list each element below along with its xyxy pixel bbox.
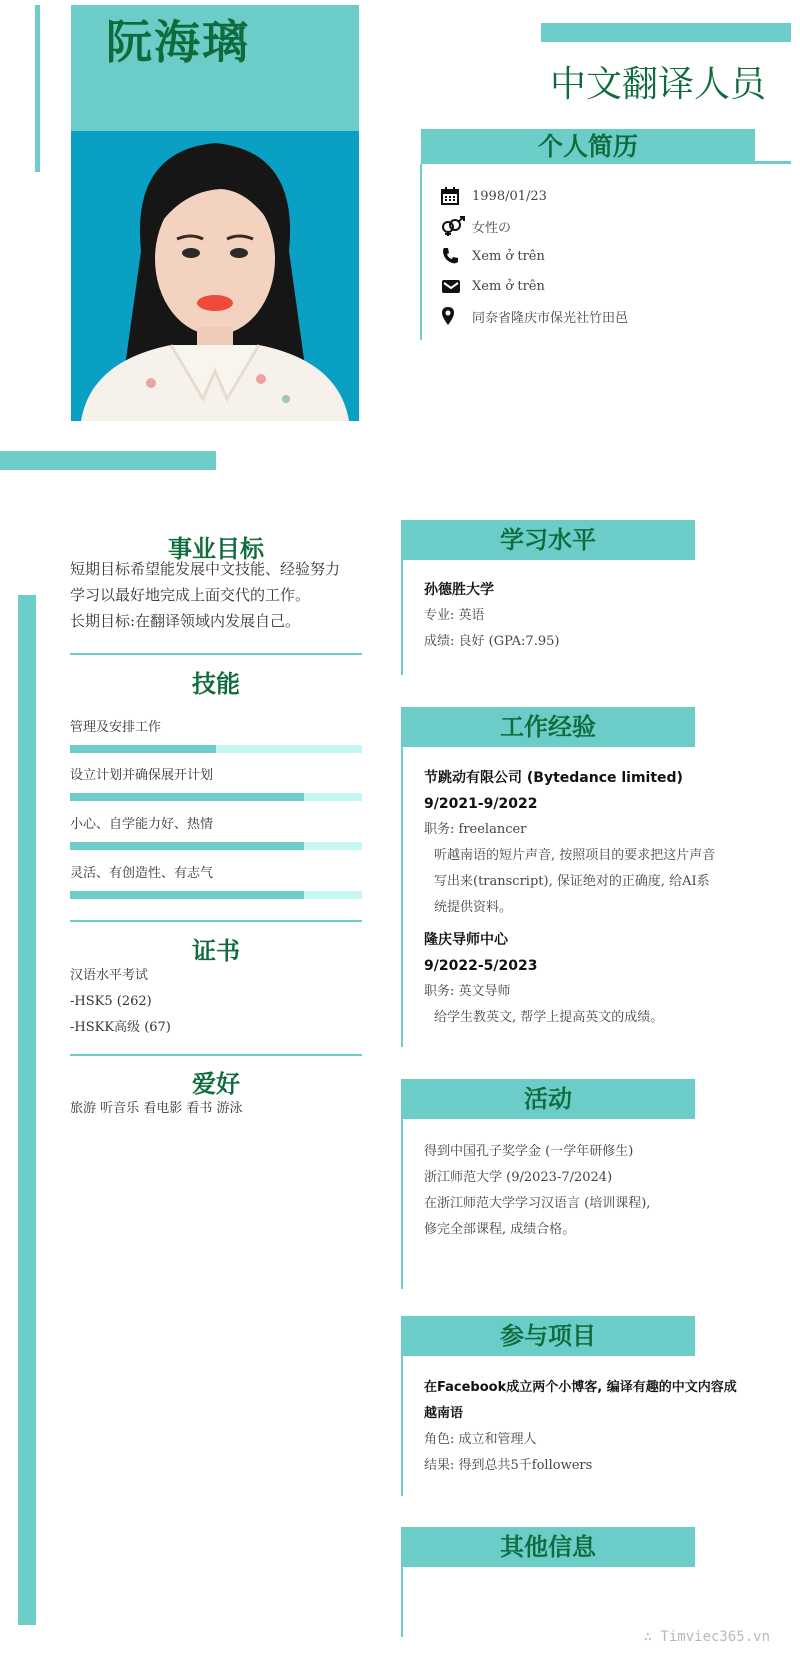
hobbies-heading: 爱好 [192,1070,240,1098]
skill-bar [70,891,362,899]
middle-accent-bar [0,451,216,470]
education-major: 专业: 英语 [424,608,485,623]
objective-line: 长期目标:在翻译领域内发展自己。 [70,612,301,630]
info-row-birthdate [440,185,547,207]
section-line [401,1356,403,1496]
email: Xem ở trên [472,278,545,294]
certificate-line: -HSKK高级 (67) [70,1020,171,1035]
activities-section [424,1139,764,1243]
address: 同奈省隆庆市保光社竹田邑 [472,310,629,326]
job-desc-line: 写出来(transcript), 保证绝对的正确度, 给AI系 [434,874,710,889]
skill-label: 小心、自学能力好、热情 [70,817,214,832]
job-period: 9/2022-5/2023 [424,958,538,974]
skill-item [70,764,362,801]
header-accent-bar [541,23,791,42]
section-line [401,747,403,1047]
activity-line: 修完全部课程, 成绩合格。 [424,1222,576,1237]
certificates-list [70,963,362,1041]
objective-heading: 事业目标 [168,535,264,563]
objective-line: 学习以最好地完成上面交代的工作。 [70,586,311,604]
profile-photo [71,131,359,421]
section-divider [70,653,362,655]
email-icon [440,276,466,296]
job-desc-line: 给学生教英文, 帮学上提高英文的成绩。 [434,1010,664,1025]
skill-bar-fill [70,891,304,899]
project-title-line: 在Facebook成立两个小博客, 编译有趣的中文内容成 [424,1380,737,1395]
skill-label: 设立计划并确保展开计划 [70,768,214,783]
other-info-heading: 其他信息 [401,1527,695,1567]
job-period: 9/2021-9/2022 [424,796,538,812]
skill-item [70,862,362,899]
phone-icon [440,246,466,266]
skill-bar [70,745,362,753]
job-role: 职务: freelancer [424,822,527,837]
left-accent-bar-top [35,5,40,172]
skill-label: 管理及安排工作 [70,720,162,735]
activity-line: 在浙江师范大学学习汉语言 (培训课程), [424,1196,651,1211]
skills-heading: 技能 [192,670,240,698]
skill-label: 灵活、有创造性、有志气 [70,866,214,881]
section-line [401,1119,403,1289]
profile-heading: 个人简历 [421,129,755,164]
skill-bar-fill [70,793,304,801]
calendar-icon [440,186,466,206]
location-pin-icon [440,306,466,326]
job-title: 中文翻译人员 [549,64,766,105]
watermark-logo-icon: ∴ [643,1629,661,1645]
project-result: 结果: 得到总共5千followers [424,1458,593,1473]
skill-bar [70,793,362,801]
activities-heading: 活动 [401,1079,695,1119]
company-name: 隆庆导师中心 [424,932,508,948]
education-grade: 成绩: 良好 (GPA:7.95) [424,634,560,649]
watermark [644,1629,770,1645]
objective-line: 短期目标希望能发展中文技能、经验努力 [70,560,341,578]
left-accent-bar [18,595,36,1625]
certificates-heading: 证书 [192,937,240,965]
section-divider [70,920,362,922]
candidate-name: 阮海璃 [106,15,250,69]
experience-heading: 工作经验 [401,707,695,747]
skill-item [70,813,362,850]
school-name: 孙德胜大学 [424,582,494,598]
job-desc-line: 统提供资料。 [434,900,513,915]
projects-heading: 参与项目 [401,1316,695,1356]
profile-divider [420,164,422,340]
job-role: 职务: 英文导师 [424,984,511,999]
skill-item [70,716,362,753]
info-row-address [440,305,628,327]
birthdate: 1998/01/23 [472,188,547,204]
section-divider [70,1054,362,1056]
section-line [401,560,403,675]
skill-bar-fill [70,745,216,753]
portrait-illustration [71,131,359,421]
projects-section [424,1375,764,1479]
project-title-line: 越南语 [424,1406,464,1421]
section-line [401,1567,403,1637]
experience-section [424,765,764,1031]
watermark-text: Timviec365.vn [660,1629,770,1645]
phone: Xem ở trên [472,248,545,264]
gender-icon [440,216,466,236]
education-section [424,577,764,655]
info-row-email [440,275,545,297]
skill-bar-fill [70,842,304,850]
skill-bar [70,842,362,850]
profile-heading-tail [755,161,791,164]
certificate-line: 汉语水平考试 [70,968,149,983]
activity-line: 得到中国孔子奖学金 (一学年研修生) [424,1144,634,1159]
company-name: 节跳动有限公司 (Bytedance limited) [424,770,683,786]
hobbies-text: 旅游 听音乐 看电影 看书 游泳 [70,1101,243,1116]
info-row-gender [440,215,511,237]
education-heading: 学习水平 [401,520,695,560]
gender: 女性の [472,220,512,236]
project-role: 角色: 成立和管理人 [424,1432,537,1447]
job-desc-line: 听越南语的短片声音, 按照项目的要求把这片声音 [434,848,716,863]
info-row-phone [440,245,545,267]
objective-text [70,556,362,634]
activity-line: 浙江师范大学 (9/2023-7/2024) [424,1170,613,1185]
certificate-line: -HSK5 (262) [70,994,152,1009]
